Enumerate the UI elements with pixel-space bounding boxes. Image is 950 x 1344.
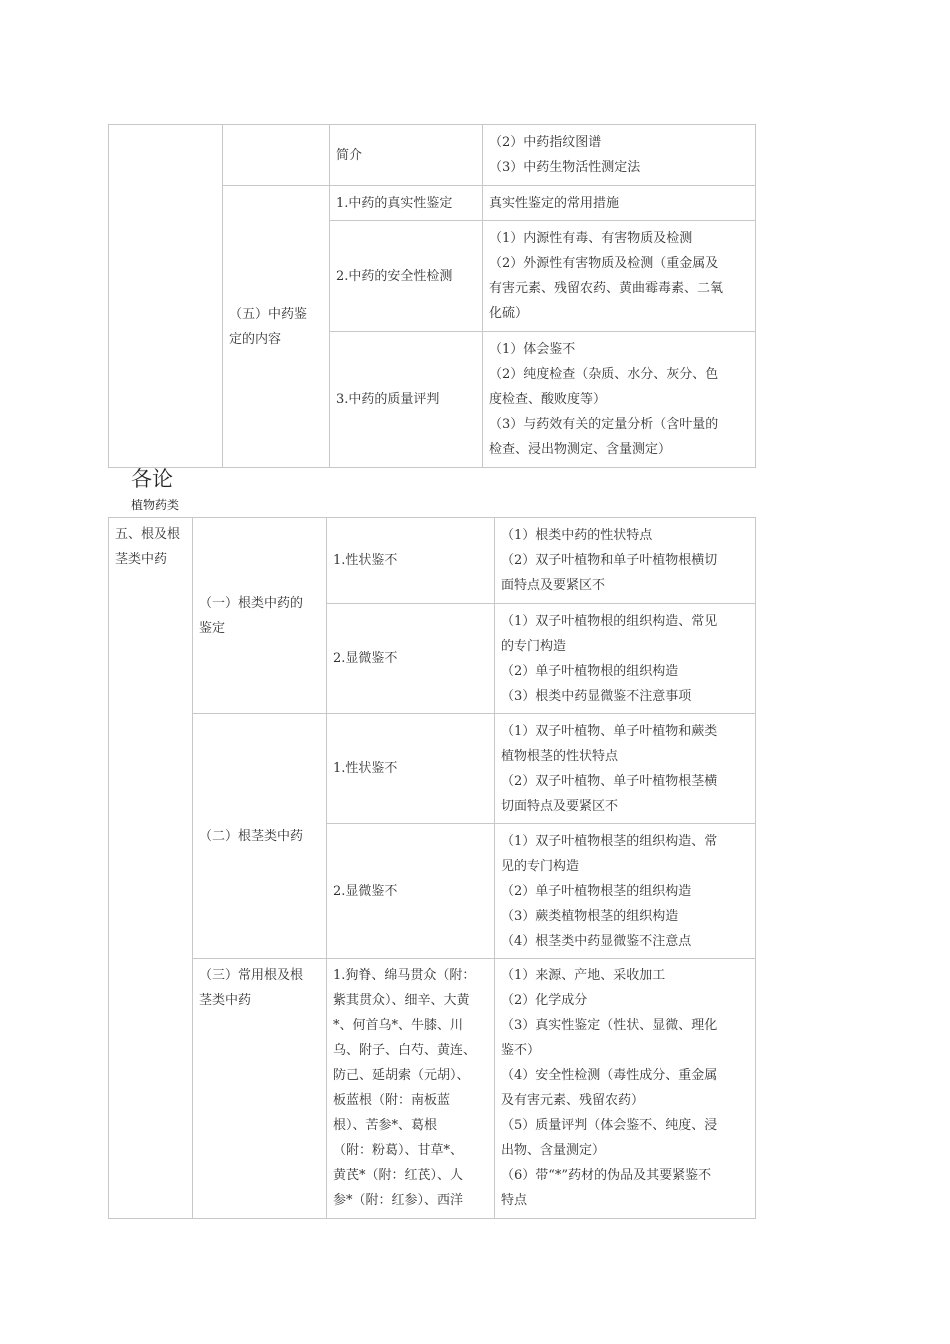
item-detail: （1）双子叶植物、单子叶植物和蕨类 植物根茎的性状特点 （2）双子叶植物、单子叶植物根茎横 切面特点及要紧区不 (495, 714, 756, 824)
content-table-lower (108, 517, 756, 1219)
content-table-upper (108, 124, 756, 468)
item-detail: （1）双子叶植物根茎的组织构造、常 见的专门构造 （2）单子叶植物根茎的组织构造 （3）蕨类植物根茎的组织构造 （4）根茎类中药显微鉴不注意点 (495, 824, 756, 959)
item-detail: （1）双子叶植物根的组织构造、常见 的专门构造 （2）单子叶植物根的组织构造 （3）根类中药显微鉴不注意事项 (495, 604, 756, 714)
section-title: （二）根茎类中药 (193, 714, 327, 959)
item-label: 2.中药的安全性检测 (330, 221, 483, 332)
item-label: 2.显微鉴不 (327, 824, 495, 959)
item-label: 3.中药的质量评判 (330, 332, 483, 468)
blank-cell (109, 125, 223, 468)
intro-label: 简介 (330, 125, 483, 186)
blank-cell (223, 125, 330, 186)
section-5-title: （五）中药鉴 定的内容 (223, 186, 330, 468)
section-heading: 各论 (131, 467, 173, 491)
item-label: 1.性状鉴不 (327, 518, 495, 604)
intro-detail: （2）中药指纹图谱 （3）中药生物活性测定法 (483, 125, 756, 186)
herb-list: 1.狗脊、绵马贯众（附： 紫萁贯众）、细辛、大黄 *、何首乌*、牛膝、川 乌、附子、白芍、黄连、 防己、延胡索（元胡）、 板蓝根（附：南板蓝 根）、苦参*、葛根 （附：粉葛）、甘草*、 黄芪*（附：红芪）、人 参*（附：红参）、西洋 (327, 959, 495, 1219)
item-label: 2.显微鉴不 (327, 604, 495, 714)
section-title: （三）常用根及根 茎类中药 (193, 959, 327, 1219)
item-detail: （1）来源、产地、采收加工 （2）化学成分 （3）真实性鉴定（性状、显微、理化 鉴不） （4）安全性检测（毒性成分、重金属 及有害元素、残留农药） （5）质量评判（体会鉴不、纯度、浸 出物、含量测定） （6）带“*”药材的伪品及其要紧鉴不 特点 (495, 959, 756, 1219)
item-label: 1.性状鉴不 (327, 714, 495, 824)
item-label: 1.中药的真实性鉴定 (330, 186, 483, 221)
chapter-title: 五、根及根 茎类中药 (109, 518, 193, 1219)
item-detail: 真实性鉴定的常用措施 (483, 186, 756, 221)
item-detail: （1）体会鉴不 （2）纯度检查（杂质、水分、灰分、色 度检查、酸败度等） （3）与药效有关的定量分析（含叶量的 检查、浸出物测定、含量测定） (483, 332, 756, 468)
section-title: （一）根类中药的 鉴定 (193, 518, 327, 714)
section-subheading: 植物药类 (131, 498, 180, 512)
item-detail: （1）内源性有毒、有害物质及检测 （2）外源性有害物质及检测（重金属及 有害元素、残留农药、黄曲霉毒素、二氧 化硫） (483, 221, 756, 332)
item-detail: （1）根类中药的性状特点 （2）双子叶植物和单子叶植物根横切 面特点及要紧区不 (495, 518, 756, 604)
